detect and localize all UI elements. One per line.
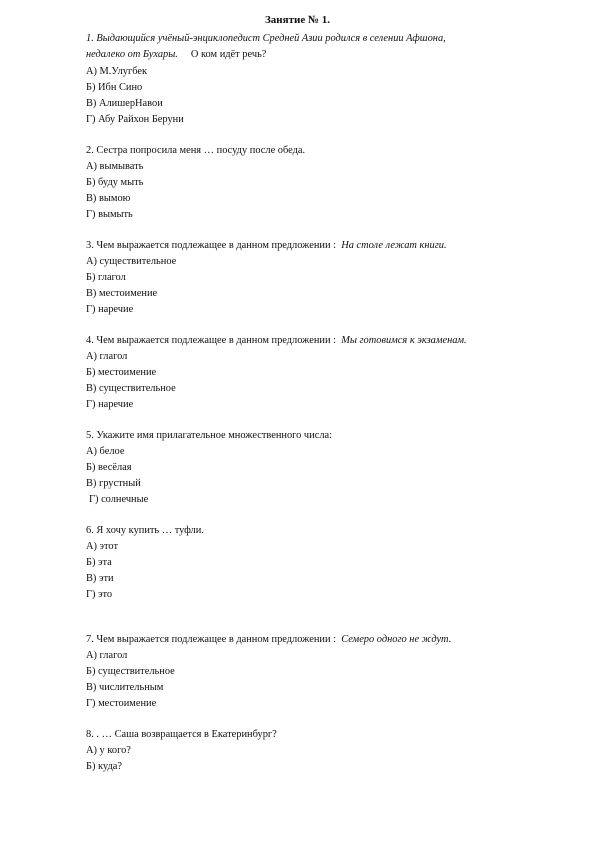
question-4-option-c[interactable]: В) существительное bbox=[86, 383, 176, 394]
question-2-option-a[interactable]: А) вымывать bbox=[86, 161, 144, 172]
question-6-option-d[interactable]: Г) это bbox=[86, 589, 113, 600]
question-7-option-d[interactable]: Г) местоимение bbox=[86, 698, 157, 709]
question-6-text: 6. Я хочу купить … туфли. bbox=[86, 525, 204, 536]
question-3-option-d[interactable]: Г) наречие bbox=[86, 304, 134, 315]
question-3-option-b[interactable]: Б) глагол bbox=[86, 272, 126, 283]
question-8-text: 8. . … Саша возвращается в Екатеринбург? bbox=[86, 729, 277, 740]
question-1-text: 1. Выдающийся учёный-энциклопедист Средней Азии родился в селении Афшона, bbox=[86, 33, 446, 44]
question-1-option-a[interactable]: А) М.Улугбек bbox=[86, 66, 148, 77]
question-6-option-c[interactable]: В) эти bbox=[86, 573, 114, 584]
question-8-option-b[interactable]: Б) куда? bbox=[86, 761, 122, 772]
question-5-option-c[interactable]: В) грустный bbox=[86, 478, 141, 489]
question-3-sentence: На столе лежат книги. bbox=[341, 240, 447, 251]
question-1-option-d[interactable]: Г) Абу Райхон Беруни bbox=[86, 114, 184, 125]
question-7-sentence: Семеро одного не ждут. bbox=[341, 634, 452, 645]
question-5-text: 5. Укажите имя прилагательное множественного числа: bbox=[86, 430, 333, 441]
question-3-prompt: 3. Чем выражается подлежащее в данном предложении : bbox=[86, 240, 336, 251]
question-3-option-a[interactable]: А) существительное bbox=[86, 256, 177, 267]
question-3-option-c[interactable]: В) местоимение bbox=[86, 288, 158, 299]
question-5-option-b[interactable]: Б) весёлая bbox=[86, 462, 132, 473]
question-4-option-d[interactable]: Г) наречие bbox=[86, 399, 134, 410]
question-4-option-b[interactable]: Б) местоимение bbox=[86, 367, 157, 378]
question-4-prompt: 4. Чем выражается подлежащее в данном предложении : bbox=[86, 335, 336, 346]
question-3-text bbox=[86, 240, 447, 252]
question-8-option-a[interactable]: А) у кого? bbox=[86, 745, 131, 756]
question-4-text bbox=[86, 335, 467, 347]
question-5-option-a[interactable]: А) белое bbox=[86, 446, 125, 457]
question-4-sentence: Мы готовимся к экзаменам. bbox=[341, 335, 467, 346]
page-title: Занятие № 1. bbox=[265, 14, 331, 26]
question-7-option-a[interactable]: А) глагол bbox=[86, 650, 128, 661]
question-4-option-a[interactable]: А) глагол bbox=[86, 351, 128, 362]
question-2-option-b[interactable]: Б) буду мыть bbox=[86, 177, 144, 188]
question-1-italic: недалеко от Бухары. bbox=[86, 49, 178, 60]
question-6-option-a[interactable]: А) этот bbox=[86, 541, 119, 552]
question-2-option-d[interactable]: Г) вымыть bbox=[86, 209, 133, 220]
question-7-option-b[interactable]: Б) существительное bbox=[86, 666, 175, 677]
question-2-text: 2. Сестра попросила меня … посуду после обеда. bbox=[86, 145, 306, 156]
question-1-text-line2 bbox=[86, 49, 266, 61]
question-7-text bbox=[86, 634, 451, 646]
question-7-option-c[interactable]: В) числительным bbox=[86, 682, 164, 693]
question-6-option-b[interactable]: Б) эта bbox=[86, 557, 112, 568]
question-1-option-c[interactable]: В) АлишерНавои bbox=[86, 98, 163, 109]
question-1-prompt: О ком идёт речь? bbox=[190, 49, 267, 60]
question-1-option-b[interactable]: Б) Ибн Сино bbox=[86, 82, 143, 93]
question-5-option-d[interactable]: Г) солнечные bbox=[89, 494, 149, 505]
question-7-prompt: 7. Чем выражается подлежащее в данном предложении : bbox=[86, 634, 336, 645]
question-2-option-c[interactable]: В) вымою bbox=[86, 193, 131, 204]
